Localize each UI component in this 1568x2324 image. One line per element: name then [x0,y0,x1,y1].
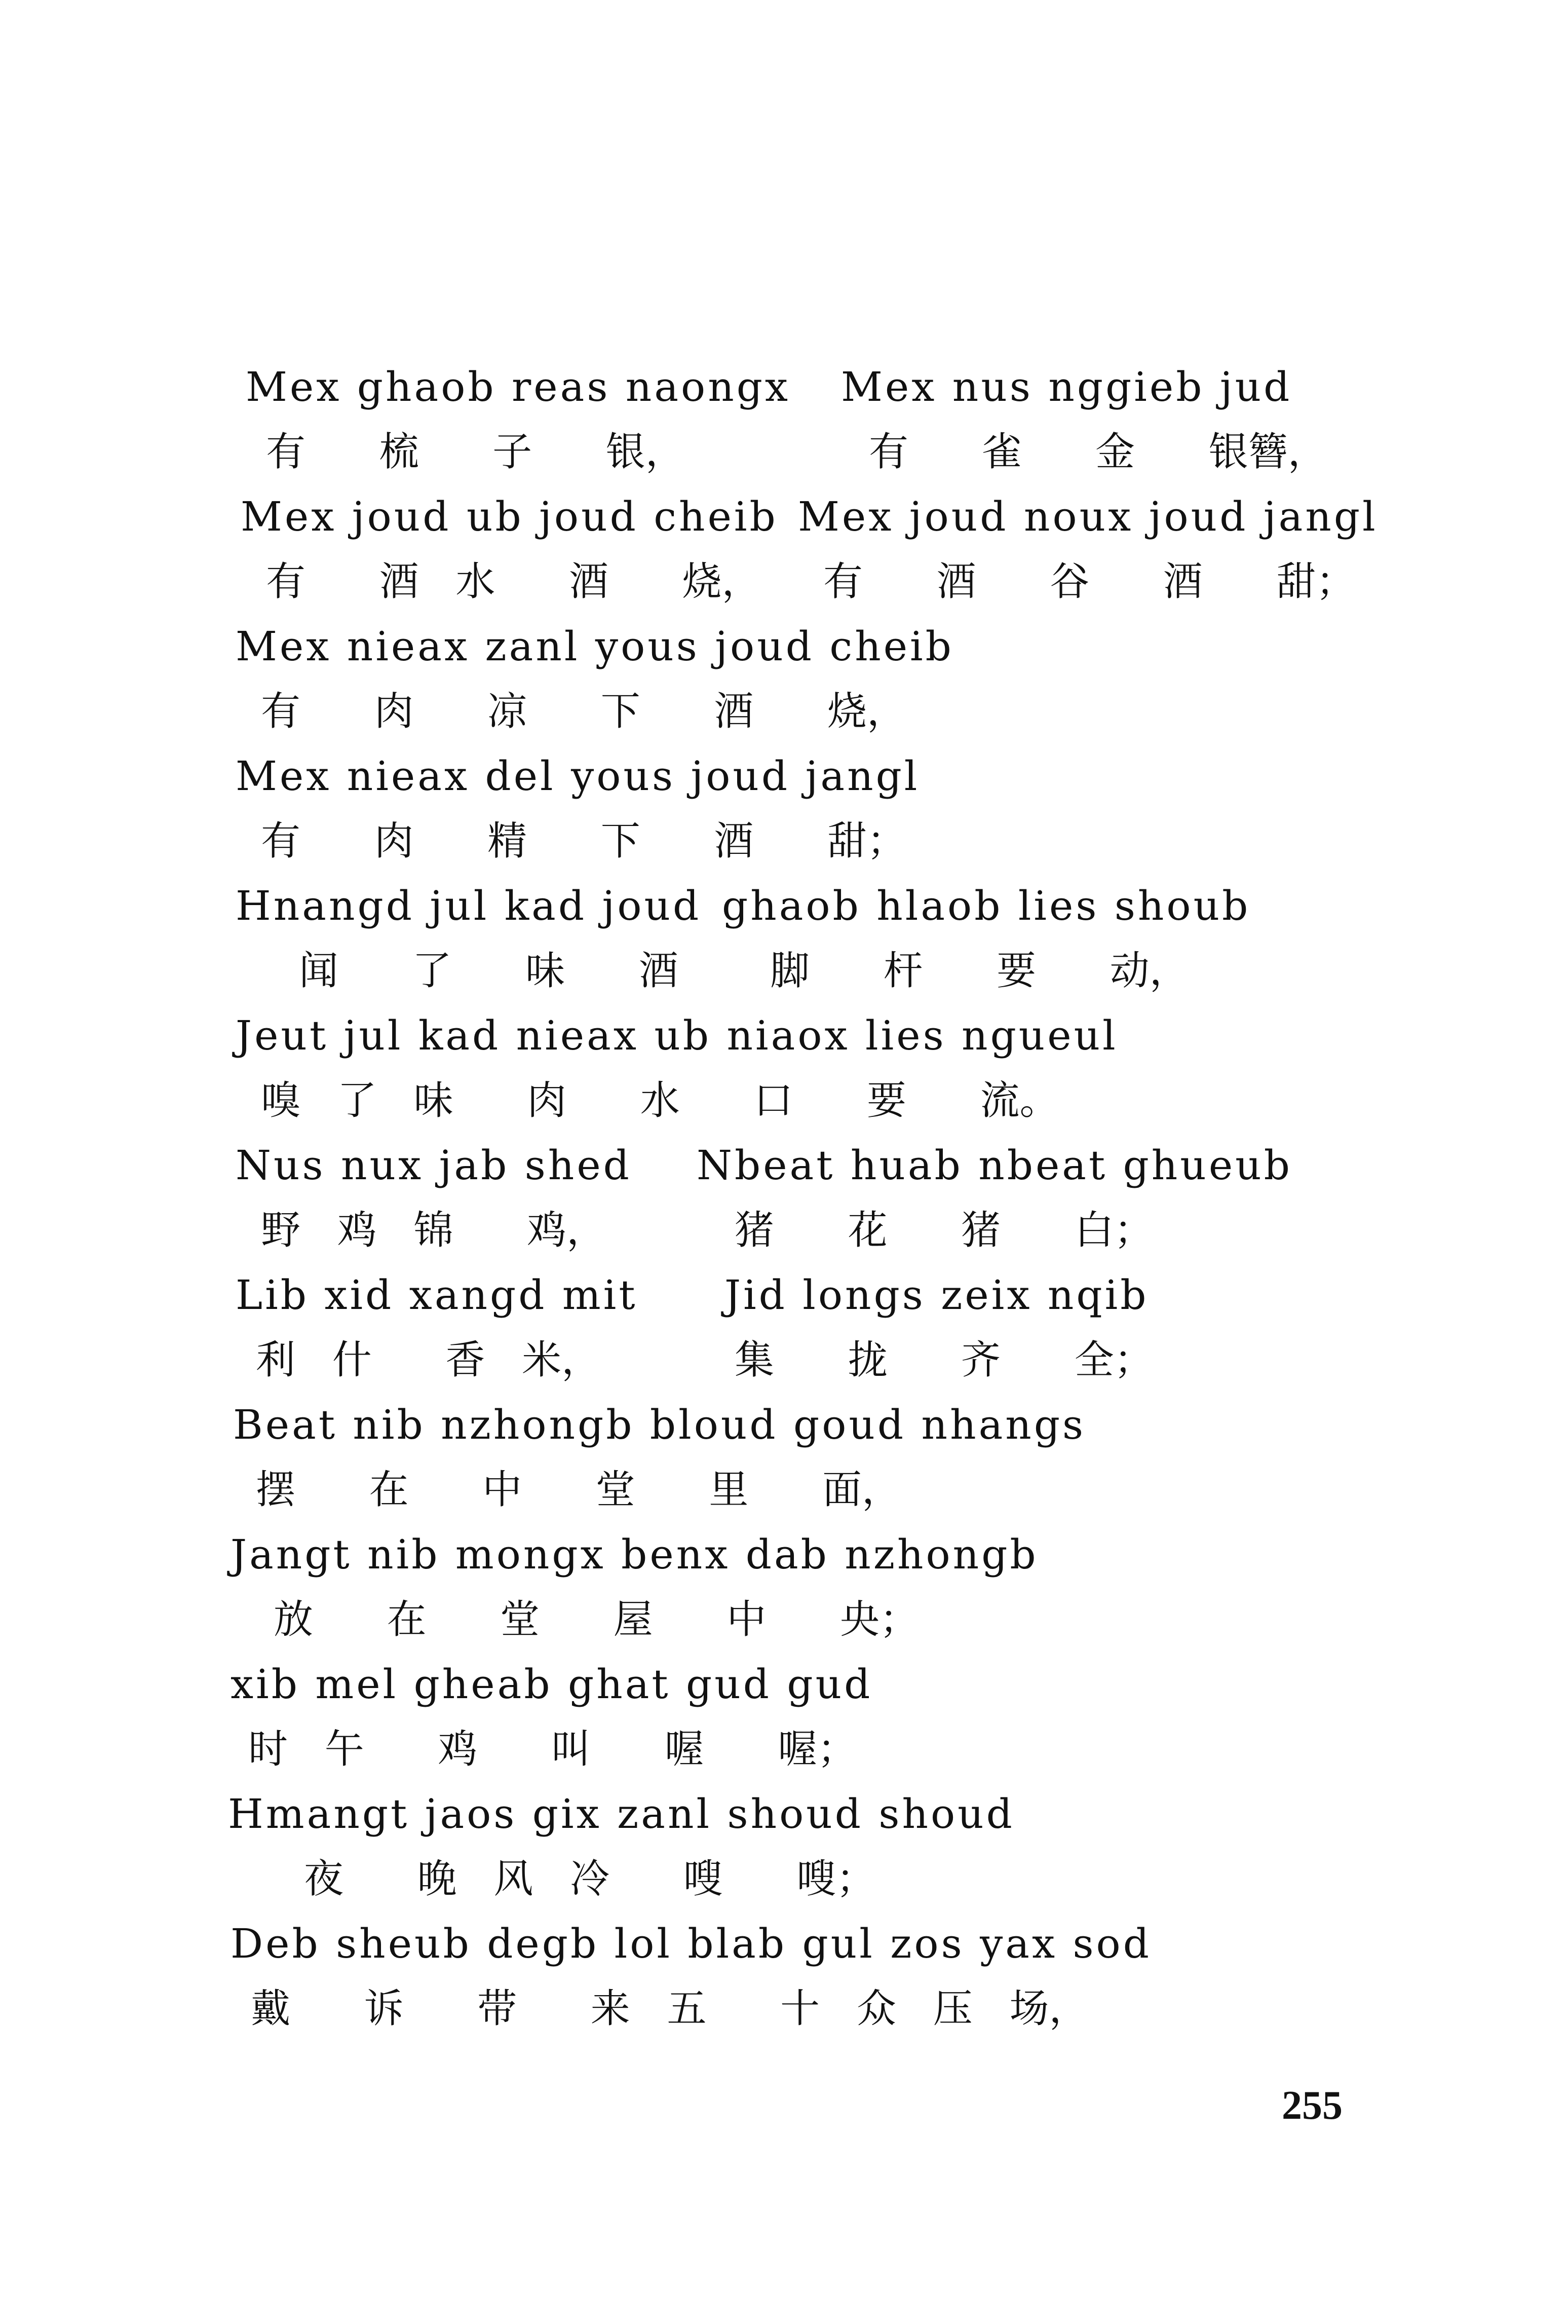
line-text: Beat nib nzhongb bloud goud nhangs [233,1401,1086,1448]
line-text: Jeut jul kad nieax ub niaox lies ngueul [236,1012,1118,1059]
line-text-right: 集 拢 齐 全； [735,1337,1154,1383]
bilingual-verse [223,355,1388,2041]
line-text: Hmangt jaos gix zanl shoud shoud [228,1790,1015,1838]
line-text: 摆 在 中 堂 里 面， [256,1467,901,1513]
verse-line-chinese [223,1717,1388,1782]
line-text-right: ghaob hlaob lies shoub [722,882,1251,929]
line-text-right: 猪 花 猪 白； [735,1208,1154,1253]
line-text-right: 有 雀 金 银簪， [869,429,1327,475]
line-text: 有 肉 精 下 酒 甜； [261,818,906,864]
verse-line-latin [223,1652,1388,1717]
verse-line-latin [223,355,1388,420]
verse-line-latin [223,1393,1388,1457]
verse-line-latin [223,614,1388,679]
verse-line-chinese [223,420,1388,484]
line-text-right: Mex nus nggieb jud [841,363,1292,410]
verse-line-latin [223,1522,1388,1587]
line-text: Mex nieax zanl yous joud cheib [236,623,954,670]
verse-line-latin [223,1263,1388,1328]
line-text: 有 肉 凉 下 酒 烧， [261,689,906,734]
verse-line-latin [223,1911,1388,1976]
line-text: Mex joud ub joud cheib [241,493,778,540]
page-number: 255 [1282,2083,1343,2128]
verse-line-latin [223,1003,1388,1068]
line-text: 放 在 堂 屋 中 央； [274,1597,919,1642]
line-text: 野 鸡 锦 鸡， [261,1208,606,1253]
verse-line-chinese [223,1328,1388,1393]
line-text: 戴 诉 带 来 五 十 众 压 场， [251,1986,1089,2032]
line-text: 嗅 了 味 肉 水 口 要 流。 [261,1078,1059,1123]
line-text-right: Jid longs zeix nqib [724,1271,1149,1319]
line-text: Lib xid xangd mit [236,1271,638,1319]
verse-line-chinese [223,809,1388,874]
verse-line-latin [223,874,1388,939]
line-text: 夜 晚 风 冷 嗖 嗖； [304,1856,876,1902]
verse-line-chinese [223,1068,1388,1133]
line-text-right: 有 酒 谷 酒 甜； [823,559,1356,605]
verse-line-chinese [223,1457,1388,1522]
verse-line-latin [223,744,1388,809]
line-text: Mex ghaob reas naongx [246,363,791,410]
line-text-right: Mex joud noux joud jangl [798,493,1378,540]
line-text-right: Nbeat huab nbeat ghueub [697,1142,1292,1189]
line-text: 有 梳 子 银， [266,429,685,475]
verse-line-chinese [223,939,1388,1003]
line-text: Nus nux jab shed [236,1142,632,1189]
verse-line-chinese [223,1976,1388,2041]
line-text: 利 什 香 米， [256,1337,601,1383]
verse-line-chinese [223,679,1388,744]
verse-line-latin [223,1133,1388,1198]
line-text: xib mel gheab ghat gud gud [231,1661,873,1708]
line-text: 闻 了 味 酒 [299,948,678,994]
verse-line-latin [223,1782,1388,1847]
line-text: Deb sheub degb lol blab gul zos yax sod [231,1920,1152,1967]
line-text: Mex nieax del yous joud jangl [236,753,920,800]
line-text: Jangt nib mongx benx dab nzhongb [231,1531,1039,1578]
verse-line-chinese [223,1198,1388,1263]
line-text: 时 午 鸡 叫 喔 喔； [248,1727,857,1772]
verse-line-chinese [223,1847,1388,1911]
line-text: 有 酒 水 酒 烧， [266,559,761,605]
verse-line-latin [223,484,1388,549]
verse-line-chinese [223,1587,1388,1652]
line-text-right: 脚 杆 要 动， [770,948,1189,994]
verse-line-chinese [223,549,1388,614]
line-text: Hnangd jul kad joud [236,882,702,929]
